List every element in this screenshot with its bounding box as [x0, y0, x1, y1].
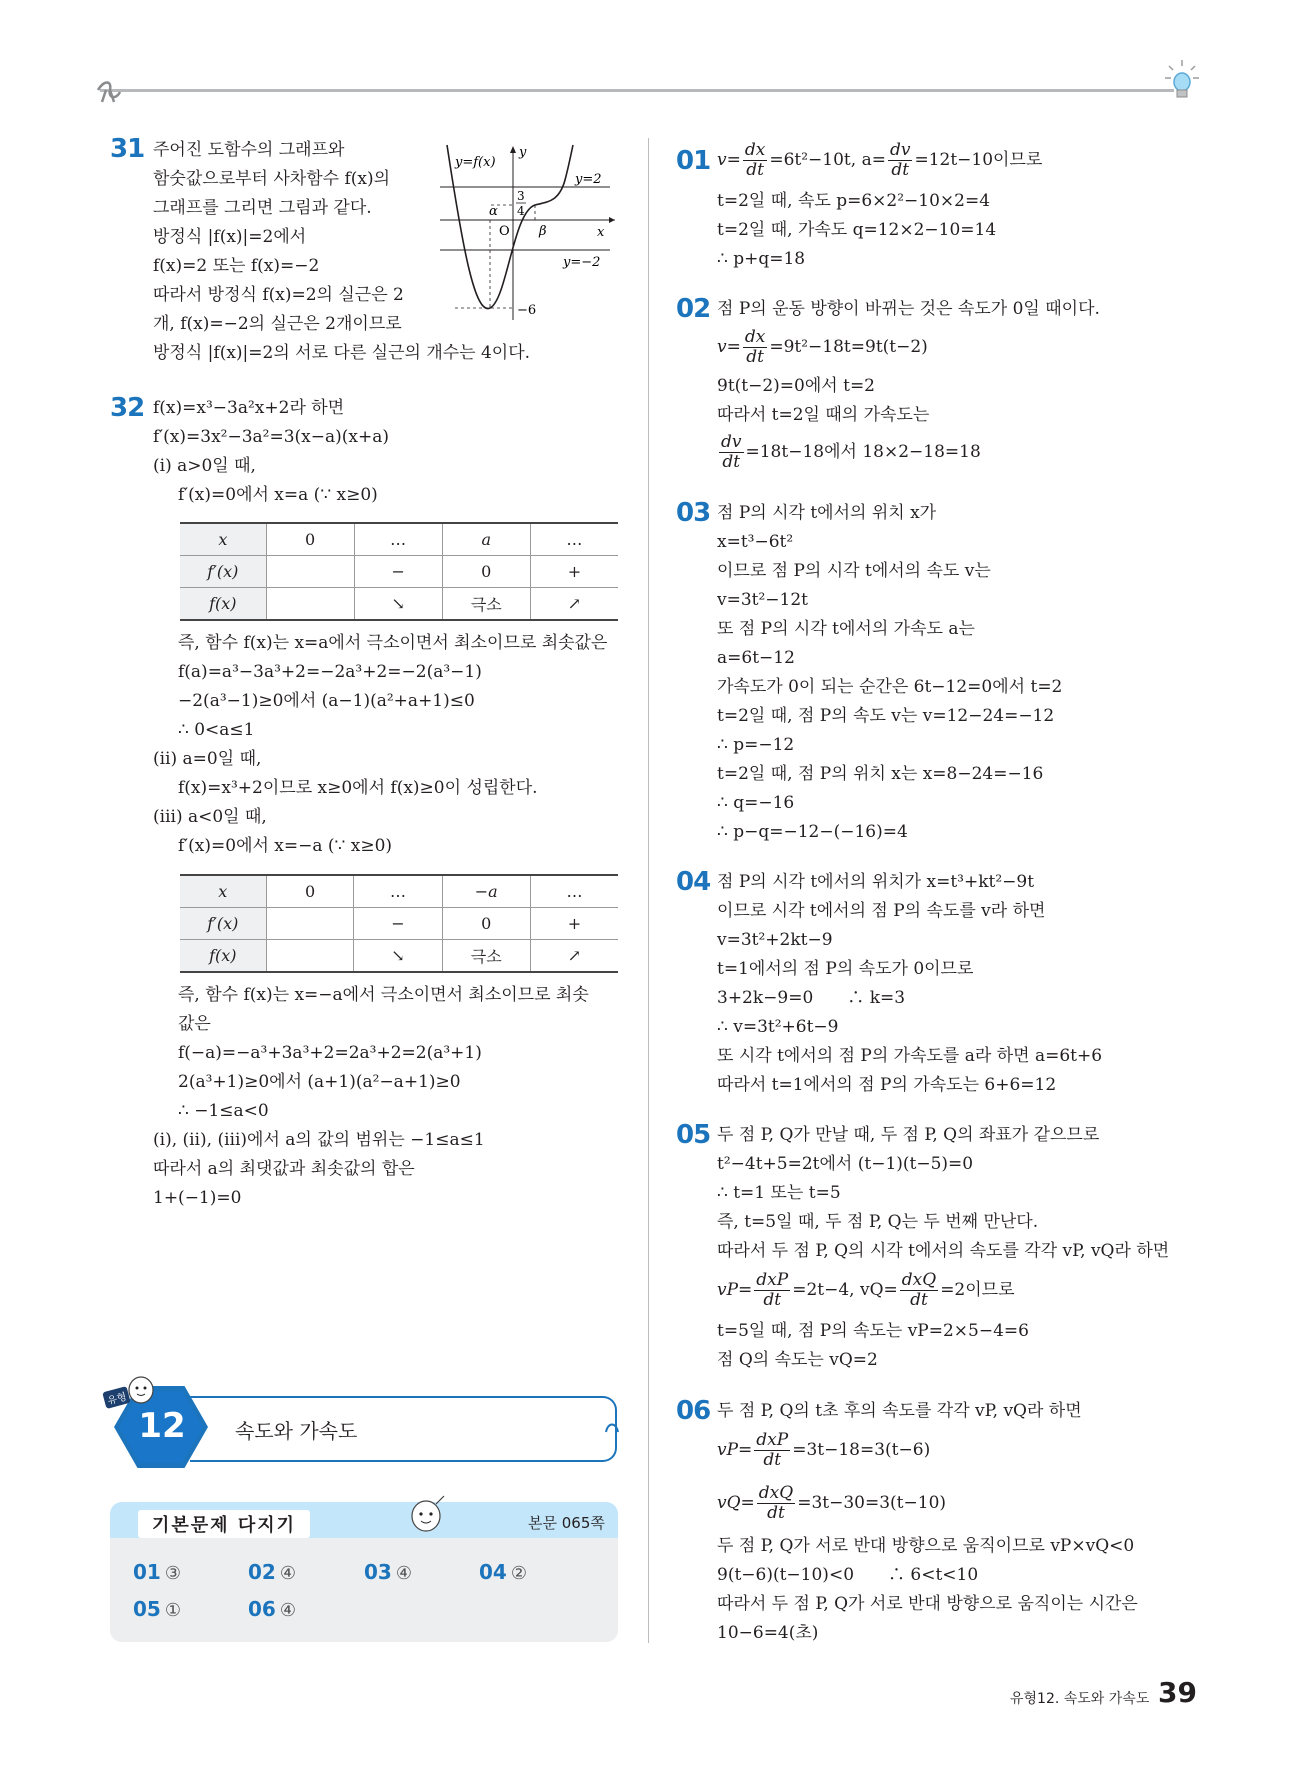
text-line: 따라서 a의 최댓값과 최솟값의 합은 [153, 1159, 415, 1179]
text-line: t=1에서의 점 P의 속도가 0이므로 [717, 959, 974, 979]
text-line: 함숫값으로부터 사차함수 f(x)의 [153, 169, 391, 189]
table-cell: − [354, 908, 442, 940]
lightbulb-icon [1163, 58, 1201, 104]
text-line: 1+(−1)=0 [153, 1188, 242, 1208]
text-line: 따라서 두 점 P, Q가 서로 반대 방향으로 움직이는 시간은 [717, 1594, 1138, 1614]
table-cell: 극소 [442, 940, 530, 973]
table-cell: … [354, 875, 442, 908]
table-cell [266, 940, 354, 973]
table-cell: f(x) [180, 588, 266, 621]
table-cell: ↘ [354, 588, 442, 621]
text-line: 즉, 함수 f(x)는 x=−a에서 극소이면서 최소이므로 최솟 [178, 985, 589, 1005]
text-line: 개, f(x)=−2의 실근은 2개이므로 [153, 314, 402, 334]
text-line: t²−4t+5=2t에서 (t−1)(t−5)=0 [717, 1154, 974, 1174]
table-row [180, 588, 618, 621]
answer-item: 03 ④ [364, 1560, 412, 1584]
text-line: f′(x)=0에서 x=−a (∵ x≥0) [178, 836, 393, 856]
table-cell: + [530, 556, 618, 588]
variation-table-2 [180, 874, 618, 973]
text-line: (ⅱ) a=0일 때, [153, 749, 262, 769]
solution-number: 05 [676, 1120, 711, 1150]
banner-tag: 유형 [102, 1386, 131, 1409]
text-line: ∴ p=−12 [717, 735, 795, 755]
ribbon-knot-icon [94, 78, 124, 104]
answer-item: 02 ④ [248, 1560, 296, 1584]
text-line: v=3t²+2kt−9 [717, 930, 833, 950]
formula-line: vP= $\frac{\text{dxP}}{dt}$ =2t−4, vQ= $\frac{\text{dxQ}}{dt}$ =2이므로 [717, 1270, 1015, 1310]
text-line: f(a)=a³−3a³+2=−2a³+2=−2(a³−1) [178, 662, 482, 682]
formula-line: vQ= $\frac{\text{dxQ}}{dt}$ =3t−30=3(t−10) [717, 1483, 947, 1523]
variation-table-1 [180, 522, 618, 621]
formula-line: v= $\frac{dx}{dt}$ =9t²−18t=9t(t−2) [717, 327, 928, 367]
banner-number: 12 [138, 1406, 186, 1446]
text-line: 이므로 시각 t에서의 점 P의 속도를 v라 하면 [717, 901, 1046, 921]
text-line: t=2일 때, 가속도 q=12×2−10=14 [717, 220, 997, 240]
table-cell: … [354, 523, 442, 556]
text-line: 점 P의 운동 방향이 바뀌는 것은 속도가 0일 때이다. [717, 299, 1100, 319]
text-line: 두 점 P, Q의 t초 후의 속도를 각각 vP, vQ라 하면 [717, 1401, 1082, 1421]
text-line: ∴ q=−16 [717, 793, 795, 813]
text-line: 3+2k−9=0 ∴ k=3 [717, 988, 906, 1008]
problem-number: 31 [110, 134, 145, 164]
table-cell: 0 [442, 908, 530, 940]
text-line: ∴ v=3t²+6t−9 [717, 1017, 839, 1037]
text-line: a=6t−12 [717, 648, 795, 668]
text-line: v=3t²−12t [717, 590, 809, 610]
formula-line: $\frac{dv}{dt}$ =18t−18에서 18×2−18=18 [721, 432, 981, 472]
text-line: 즉, 함수 f(x)는 x=a에서 극소이면서 최소이므로 최솟값은 [178, 633, 608, 653]
text-line: ∴ 0<a≤1 [178, 720, 255, 740]
text-line: 또 점 P의 시각 t에서의 가속도 a는 [717, 619, 975, 639]
formula-line: v= $\frac{dx}{dt}$ =6t²−10t, a= $\frac{dv}{dt}$ =12t−10이므로 [717, 140, 1043, 180]
text-line: ∴ t=1 또는 t=5 [717, 1183, 841, 1203]
text-line: 가속도가 0이 되는 순간은 6t−12=0에서 t=2 [717, 677, 1063, 697]
text-line: f′(x)=0에서 x=a (∵ x≥0) [178, 485, 378, 505]
text-line: 점 P의 시각 t에서의 위치가 x=t³+kt²−9t [717, 872, 1035, 892]
answer-item: 06 ④ [248, 1597, 296, 1621]
table-cell: 0 [266, 523, 354, 556]
solution-number: 06 [676, 1396, 711, 1426]
text-line: 값은 [178, 1014, 211, 1034]
table-cell: … [530, 523, 618, 556]
solution-number: 04 [676, 867, 711, 897]
alpha-label: α [489, 204, 498, 219]
text-line: 9(t−6)(t−10)<0 ∴ 6<t<10 [717, 1565, 979, 1585]
table-cell: ↗ [530, 940, 618, 973]
text-line: 따라서 t=1에서의 점 P의 가속도는 6+6=12 [717, 1075, 1057, 1095]
table-row [180, 556, 618, 588]
table-cell [266, 588, 354, 621]
frac-denominator: 4 [517, 204, 525, 218]
x-axis-label: x [597, 225, 605, 240]
table-cell: x [180, 875, 266, 908]
table-row [180, 875, 618, 908]
text-line: 점 Q의 속도는 vQ=2 [717, 1350, 878, 1370]
table-row [180, 908, 618, 940]
text-line: 따라서 두 점 P, Q의 시각 t에서의 속도를 각각 vP, vQ라 하면 [717, 1241, 1170, 1261]
table-cell: −a [442, 875, 530, 908]
text-line: 그래프를 그리면 그림과 같다. [153, 198, 372, 218]
column-divider [648, 138, 649, 1643]
footer-label: 유형12. 속도와 가속도 [1010, 1691, 1150, 1707]
mascot-icon [402, 1490, 450, 1538]
origin-label: O [499, 224, 510, 239]
y-axis-label: y [519, 145, 527, 160]
text-line: t=2일 때, 점 P의 위치 x는 x=8−24=−16 [717, 764, 1044, 784]
curve-label: y=f(x) [455, 155, 496, 170]
text-line: 또 시각 t에서의 점 P의 가속도를 a라 하면 a=6t+6 [717, 1046, 1103, 1066]
table-cell [266, 908, 354, 940]
answer-item: 05 ① [133, 1597, 181, 1621]
table-cell: 0 [442, 556, 530, 588]
text-line: x=t³−6t² [717, 532, 794, 552]
line-label-bottom: y=−2 [563, 255, 601, 270]
table-cell: f(x) [180, 940, 266, 973]
text-line: (ⅰ) a>0일 때, [153, 456, 256, 476]
table-row [180, 523, 618, 556]
table-cell: ↗ [530, 588, 618, 621]
solution-number: 02 [676, 294, 711, 324]
text-line: f(x)=2 또는 f(x)=−2 [153, 256, 320, 276]
min-label: −6 [517, 303, 537, 318]
table-cell: x [180, 523, 266, 556]
header-rule [100, 89, 1174, 92]
text-line: ∴ p+q=18 [717, 249, 806, 269]
text-line: 점 P의 시각 t에서의 위치 x가 [717, 503, 937, 523]
table-cell [266, 556, 354, 588]
text-line: (ⅰ), (ⅱ), (ⅲ)에서 a의 값의 범위는 −1≤a≤1 [153, 1130, 485, 1150]
formula-line: vP= $\frac{\text{dxP}}{dt}$ =3t−18=3(t−6) [717, 1430, 931, 1470]
page-number: 39 [1158, 1676, 1197, 1709]
table-cell: − [354, 556, 442, 588]
text-line: 두 점 P, Q가 서로 반대 방향으로 움직이므로 vP×vQ<0 [717, 1536, 1135, 1556]
frac-numerator: 3 [517, 189, 525, 203]
text-line: 두 점 P, Q가 만날 때, 두 점 P, Q의 좌표가 같으므로 [717, 1125, 1100, 1145]
text-line: f(x)=x³+2이므로 x≥0에서 f(x)≥0이 성립한다. [178, 778, 538, 798]
table-cell: … [530, 875, 618, 908]
text-line: 주어진 도함수의 그래프와 [153, 140, 345, 160]
text-line: 즉, t=5일 때, 두 점 P, Q는 두 번째 만난다. [717, 1212, 1039, 1232]
page-reference: 본문 065쪽 [528, 1514, 605, 1532]
text-line: t=2일 때, 속도 p=6×2²−10×2=4 [717, 191, 991, 211]
answer-header: 기본문제 다지기 [138, 1510, 310, 1538]
text-line: t=5일 때, 점 P의 속도는 vP=2×5−4=6 [717, 1321, 1029, 1341]
text-line: 따라서 방정식 f(x)=2의 실근은 2 [153, 285, 404, 305]
text-line: 이므로 점 P의 시각 t에서의 속도 v는 [717, 561, 991, 581]
text-line: t=2일 때, 점 P의 속도 v는 v=12−24=−12 [717, 706, 1055, 726]
solution-number: 03 [676, 498, 711, 528]
text-line: 방정식 |f(x)|=2의 서로 다른 실근의 개수는 4이다. [153, 343, 531, 363]
text-line: 9t(t−2)=0에서 t=2 [717, 376, 876, 396]
text-line: (ⅲ) a<0일 때, [153, 807, 267, 827]
text-line: 2(a³+1)≥0에서 (a+1)(a²−a+1)≥0 [178, 1072, 461, 1092]
problem-number: 32 [110, 393, 145, 423]
table-cell: f′(x) [180, 556, 266, 588]
text-line: f′(x)=3x²−3a²=3(x−a)(x+a) [153, 427, 389, 447]
line-label-top: y=2 [575, 172, 602, 187]
banner-title: 속도와 가속도 [235, 1419, 358, 1443]
table-cell: a [442, 523, 530, 556]
text-line: −2(a³−1)≥0에서 (a−1)(a²+a+1)≤0 [178, 691, 475, 711]
text-line: ∴ p−q=−12−(−16)=4 [717, 822, 908, 842]
answer-item: 01 ③ [133, 1560, 181, 1584]
banner-hook-icon [604, 1418, 620, 1438]
text-line: f(−a)=−a³+3a³+2=2a³+2=2(a³+1) [178, 1043, 482, 1063]
quartic-graph [435, 140, 620, 322]
solution-number: 01 [676, 146, 711, 176]
beta-label: β [539, 224, 547, 239]
text-line: 따라서 t=2일 때의 가속도는 [717, 405, 930, 425]
mascot-icon [124, 1372, 158, 1408]
text-line: 방정식 |f(x)|=2에서 [153, 227, 307, 247]
answer-item: 04 ② [479, 1560, 527, 1584]
table-cell: ↘ [354, 940, 442, 973]
text-line: 10−6=4(초) [717, 1623, 819, 1643]
table-cell: + [530, 908, 618, 940]
table-cell: f′(x) [180, 908, 266, 940]
table-cell: 0 [266, 875, 354, 908]
table-cell: 극소 [442, 588, 530, 621]
text-line: f(x)=x³−3a²x+2라 하면 [153, 398, 345, 418]
text-line: ∴ −1≤a<0 [178, 1101, 269, 1121]
table-row [180, 940, 618, 973]
